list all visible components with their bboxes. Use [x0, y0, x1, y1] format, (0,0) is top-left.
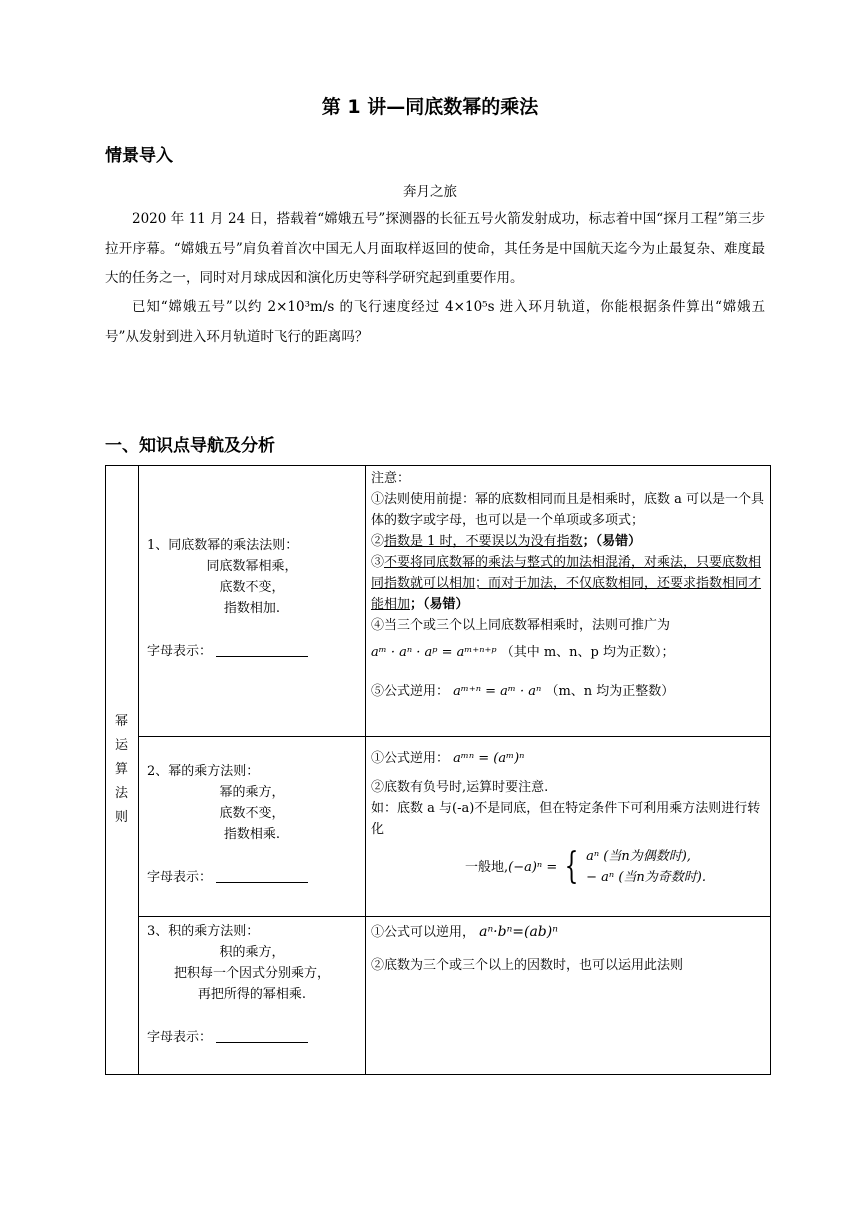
story-title: 奔月之旅 — [403, 184, 457, 200]
note: ②底数有负号时,运算时要注意. — [371, 780, 549, 795]
rule-title: 3、积的乘方法则： — [147, 924, 260, 939]
rule-title: 1、同底数幂的乘法法则： — [147, 538, 299, 553]
case: − aⁿ (当n为奇数时). — [586, 870, 706, 885]
rule-line: 再把所得的幂相乘. — [197, 987, 307, 1002]
underlined-text: 指数是 1 时，不要误以为没有指数 — [384, 534, 583, 549]
letter-label: 字母表示： — [147, 1030, 213, 1045]
rule-1 — [147, 535, 357, 662]
rule-line: 积的乘方， — [219, 945, 285, 960]
note: ②底数为三个或三个以上的因数时，也可以运用此法则 — [371, 958, 684, 973]
formula: aⁿ·bⁿ=(ab)ⁿ — [479, 924, 558, 940]
note-formula: ⑤公式逆用： aᵐ⁺ⁿ = aᵐ · aⁿ （m、n 均为正整数） — [371, 684, 675, 699]
intro-paragraph-1: 2020 年 11 月 24 日，搭载着“嫦娥五号”探测器的长征五号火箭发射成功，标志着中国“探月工程”第三步拉开序幕。“嫦娥五号”肩负着首次中国无人月面取样返回的使命，其任务是中国航天迄今为止最复杂、难度最大的任务之一，同时对月球成因和演化历史等科学研究起到重要作用。 — [105, 211, 765, 286]
blank-line — [216, 642, 308, 657]
knowledge-table — [105, 465, 771, 1075]
note: ④当三个或三个以上同底数幂相乘时，法则可推广为 — [371, 618, 671, 633]
rule-line: 底数不变， — [219, 580, 285, 595]
note: ①法则使用前提：幂的底数相同而且是相乘时，底数 a 可以是一个具体的数字或字母，也可以是一个单项或多项式； — [371, 492, 765, 528]
note-formula: aᵐ · aⁿ · aᵖ = aᵐ⁺ⁿ⁺ᵖ （其中 m、n、p 均为正数）； — [371, 645, 675, 660]
letter-representation — [147, 641, 357, 662]
letter-label: 字母表示： — [147, 644, 213, 659]
rule-line: 同底数幂相乘， — [206, 559, 298, 574]
note: ②指数是 1 时，不要误以为没有指数；（易错） — [371, 534, 642, 549]
rule-line: 幂的乘方， — [219, 785, 285, 800]
category-char: 幂 — [114, 714, 128, 729]
rule-2 — [147, 761, 357, 888]
note-formula: ①公式逆用： aᵐⁿ = (aᵐ)ⁿ — [371, 751, 525, 766]
rule-line: 指数相乘. — [223, 827, 281, 842]
rule-3 — [147, 921, 357, 1048]
section-heading: 一、知识点导航及分析 — [105, 436, 275, 456]
note: ③不要将同底数幂的乘法与整式的加法相混淆，对乘法，只要底数相同指数就可以相加；而对于加法，不仅底数相同，还要求指数相同才能相加；（易错） — [371, 555, 762, 612]
formula: aᵐ⁺ⁿ = aᵐ · aⁿ — [453, 684, 542, 699]
intro-paragraph-2: 已知“嫦娥五号”以约 2×10³m/s 的飞行速度经过 4×10⁵s 进入环月轨道，你能根据条件算出“嫦娥五号”从发射到进入环月轨道时飞行的距离吗？ — [105, 299, 765, 345]
category-char: 算 — [114, 762, 128, 777]
notes-2 — [371, 748, 765, 888]
underlined-text: 不要将同底数幂的乘法与整式的加法相混淆，对乘法，只要底数相同指数就可以相加；而对于加法，不仅底数相同，还要求指数相同才能相加 — [371, 555, 762, 612]
rule-line: 指数相加. — [223, 601, 281, 616]
notes-1 — [371, 468, 765, 702]
page-title: 第 1 讲—同底数幂的乘法 — [321, 96, 539, 118]
note: 注意： — [371, 471, 411, 486]
letter-label: 字母表示： — [147, 870, 213, 885]
intro-heading: 情景导入 — [105, 146, 173, 166]
letter-representation — [147, 1027, 357, 1048]
rule-title: 2、幂的乘方法则： — [147, 764, 260, 779]
note: 如：底数 a 与(-a)不是同底，但在特定条件下可利用乘方法则进行转化 — [371, 801, 761, 837]
blank-line — [216, 1028, 308, 1043]
category-char: 运 — [114, 738, 128, 753]
category-char: 则 — [114, 810, 128, 825]
category-char: 法 — [114, 786, 128, 801]
letter-representation — [147, 867, 357, 888]
category-label — [105, 465, 138, 1075]
rule-line: 底数不变， — [219, 806, 285, 821]
formula: aᵐⁿ = (aᵐ)ⁿ — [453, 751, 525, 766]
notes-3 — [371, 922, 765, 976]
formula: aᵐ · aⁿ · aᵖ = aᵐ⁺ⁿ⁺ᵖ — [371, 645, 497, 660]
note-formula: ①公式可以逆用， aⁿ·bⁿ=(ab)ⁿ — [371, 924, 558, 940]
piecewise-formula: 一般地, (−a)ⁿ = { aⁿ (当n为偶数时), − aⁿ (当n为奇数时). — [465, 846, 706, 887]
blank-line — [216, 868, 308, 883]
case: aⁿ (当n为偶数时), — [586, 849, 691, 864]
rule-line: 把积每一个因式分别乘方， — [173, 966, 330, 981]
brace: { — [564, 846, 579, 887]
